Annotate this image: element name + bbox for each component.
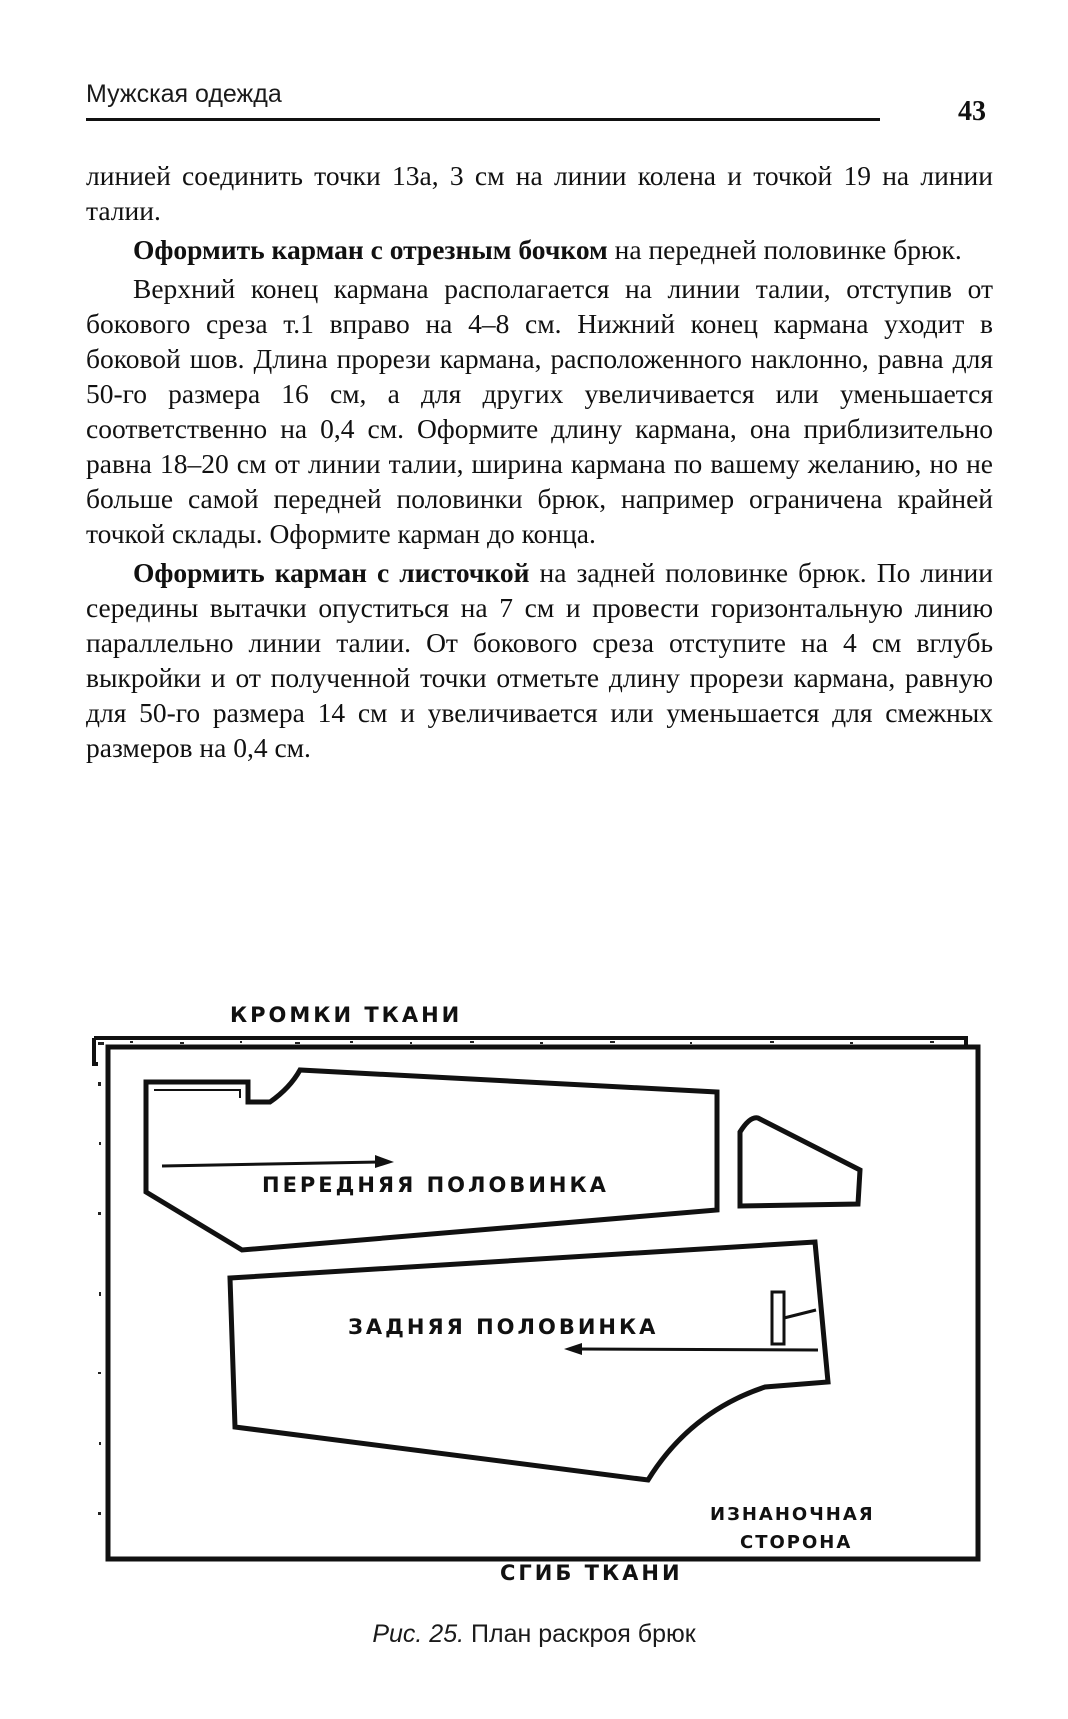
running-header: Мужская одежда [86,80,282,108]
label-wrong-side-1: ИЗНАНОЧНАЯ [710,1504,875,1525]
paragraph [86,271,993,551]
fabric-corner [94,1038,98,1064]
back-half-pattern [230,1242,828,1480]
label-front-half: ПЕРЕДНЯЯ ПОЛОВИНКА [262,1173,609,1197]
selvage-texture [98,1041,934,1515]
caption-text: План раскроя брюк [464,1620,696,1648]
label-fabric-fold: СГИБ ТКАНИ [500,1561,683,1582]
fabric-outline [108,1047,978,1559]
header-divider [86,118,880,121]
welt-pocket-line [784,1310,816,1318]
paragraph [86,232,993,267]
paragraph-text: на передней половинке брюк. [607,234,962,265]
bold-heading: Оформить карман с листочкой [133,557,530,588]
paragraph [86,158,993,228]
cutting-layout-diagram [90,992,990,1582]
arrowhead-back [564,1343,582,1355]
cutting-layout-figure [90,992,990,1582]
label-fabric-selvage: КРОМКИ ТКАНИ [230,1003,463,1027]
caption-number: Рис. 25. [372,1620,465,1648]
front-half-pattern [146,1070,717,1250]
grain-line-back [578,1349,818,1350]
page-number: 43 [958,96,986,127]
pocket-bag-pattern [740,1118,860,1206]
label-wrong-side-2: СТОРОНА [740,1532,853,1553]
arrowhead-front [375,1155,394,1168]
welt-pocket-mark [772,1292,784,1344]
paragraph-text: линией соединить точки 13а, 3 см на линии колена и точкой 19 на линии талии. [86,160,993,226]
figure-caption [0,1620,1068,1649]
paragraph-text: на задней половинке брюк. По линии середины вытачки опуститься на 7 см и провести горизонтальную линию параллельно линии талии. От бокового среза отступите на 4 см вглубь выкройки и от полученной точки отметьте длину прорези кармана, равную для 50-го размера 14 см и увеличивается или уменьшается для смежных размеров на 0,4 см. [86,557,993,763]
waistband-notch [154,1090,240,1098]
label-back-half: ЗАДНЯЯ ПОЛОВИНКА [348,1315,659,1339]
body-text [86,158,993,769]
paragraph [86,555,993,765]
paragraph-text: Верхний конец кармана располагается на линии талии, отступив от бокового среза т.1 вправо на 4–8 см. Нижний конец кармана уходит в боковой шов. Длина прорези кармана, расположенного наклонно, равна для 50-го размера 16 см, а для других увеличивается или уменьшается соответственно на 0,4 см. Оформите длину кармана, она приблизительно равна 18–20 см от линии талии, ширина кармана по вашему желанию, но не больше самой передней половинки брюк, например ограничена крайней точкой склады. Оформите карман до конца. [86,273,993,549]
bold-heading: Оформить карман с отрезным бочком [133,234,608,265]
grain-line-front [162,1162,380,1166]
